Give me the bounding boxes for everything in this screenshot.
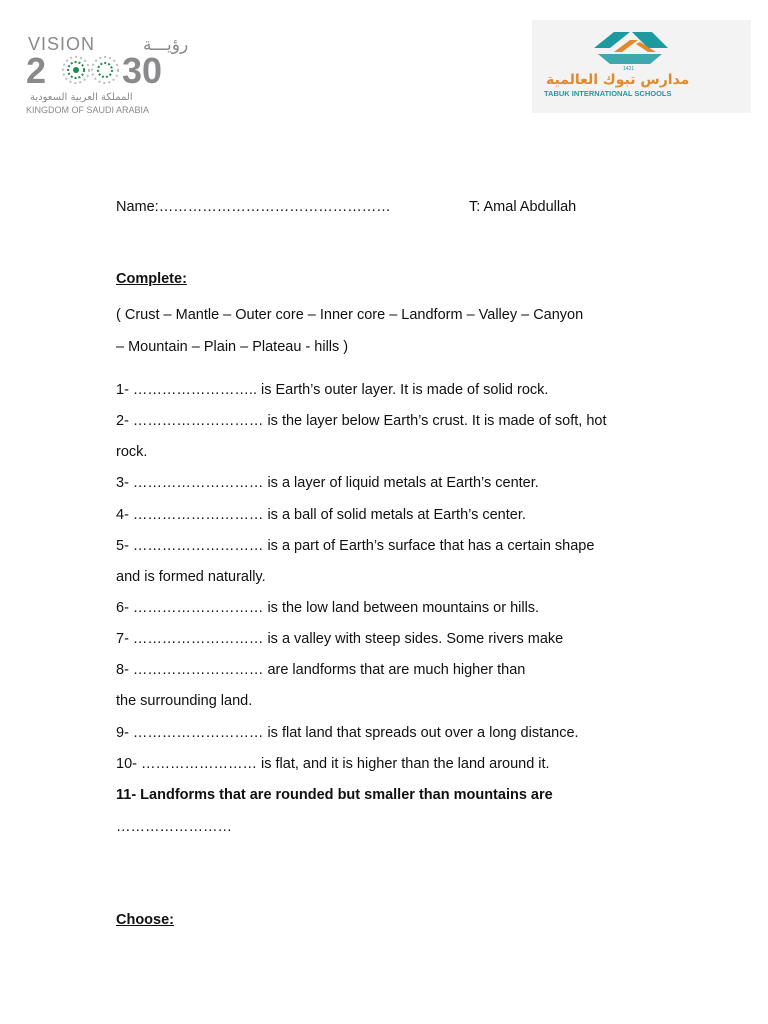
question-line: rock. [116,444,148,460]
choose-heading: Choose: [116,912,174,928]
question-line: 1- …………………….. is Earth’s outer layer. It is made of solid rock. [116,382,549,398]
question-line: 3- ……………………… is a layer of liquid metals at Earth’s center. [116,475,539,491]
tabuk-arabic-name: مدارس تبوك العالمية [546,72,690,88]
question-line: 4- ……………………… is a ball of solid metals at Earth’s center. [116,507,526,523]
question-line: the surrounding land. [116,693,253,709]
question-line: 10- …………………… is flat, and it is higher than the land around it. [116,756,550,772]
vision-2030-logo [18,20,230,120]
word-bank-line-2: – Mountain – Plain – Plateau - hills ) [116,339,349,355]
vision-year-left: 2 [26,50,47,91]
question-line: 8- ……………………… are landforms that are much higher than [116,662,526,678]
ring-emblem-icon [92,57,118,83]
question-line: and is formed naturally. [116,569,266,585]
question-line: 9- ……………………… is flat land that spreads out over a long distance. [116,725,579,741]
question-line: 6- ……………………… is the low land between mountains or hills. [116,600,540,616]
vision-word: VISION [28,34,96,54]
answer-blank-line: …………………… [116,819,232,835]
vision-2030-emblem [18,20,230,120]
name-field: Name:………………………………………… [116,199,391,215]
question-line: 7- ……………………… is a valley with steep sides. Some rivers make [116,631,564,647]
vision-arabic-word: رؤيـــة [143,35,189,55]
question-line: 2- ……………………… is the layer below Earth’s crust. It is made of soft, hot [116,413,607,429]
question-line: 5- ……………………… is a part of Earth’s surface that has a certain shape [116,538,595,554]
teacher-name: T: Amal Abdullah [469,199,577,215]
vision-year-right: 30 [122,50,163,91]
tabuk-small-text: 1421 [623,66,635,72]
complete-heading: Complete: [116,271,187,287]
question-line: 11- Landforms that are rounded but smaller than mountains are [116,787,553,803]
tabuk-emblem [532,20,751,113]
tabuk-english-name: TABUK INTERNATIONAL SCHOOLS [544,89,672,98]
tabuk-emblem-icon [594,32,668,64]
palm-emblem-icon [63,57,89,83]
vision-country: KINGDOM OF SAUDI ARABIA [26,105,150,115]
word-bank-line-1: ( Crust – Mantle – Outer core – Inner core – Landform – Valley – Canyon [116,307,584,323]
tabuk-schools-logo [532,20,751,113]
vision-arabic-country: المملكة العربية السعودية [30,92,133,103]
